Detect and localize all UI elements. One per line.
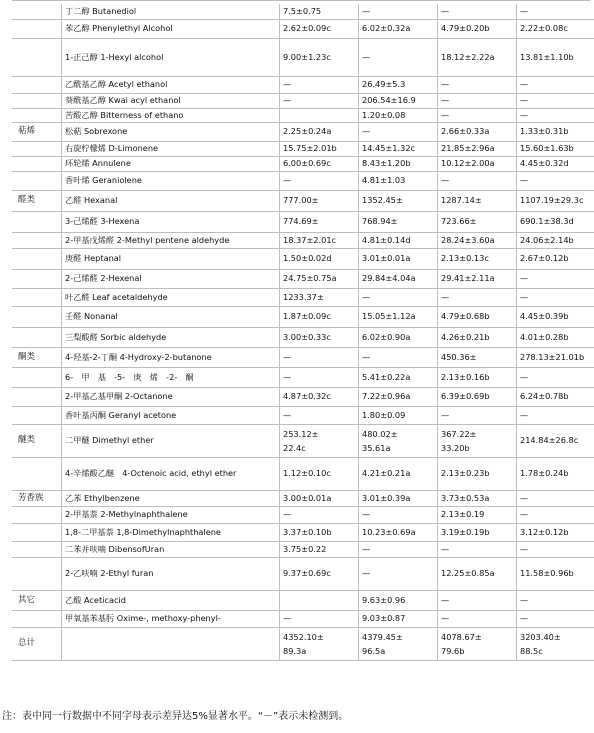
- value-cell: 480.02± 35.61a: [359, 424, 438, 457]
- compound-name-cell: 右旋柠檬烯 D-Limonene: [62, 141, 280, 156]
- volatile-compounds-table: [12, 4, 594, 661]
- table-row: [12, 141, 594, 156]
- compound-name-cell: 丁二醇 Butanediol: [62, 4, 280, 19]
- value-cell: —: [280, 367, 359, 387]
- table-row: [12, 590, 594, 610]
- value-cell: 12.25±0.85a: [438, 557, 517, 590]
- table-row: [12, 627, 594, 660]
- value-cell: 1233.37±: [280, 288, 359, 306]
- value-cell: —: [517, 367, 594, 387]
- table-row: [12, 457, 594, 490]
- value-cell: 3.01±0.39a: [359, 490, 438, 506]
- value-cell: 1287.14±: [438, 190, 517, 211]
- value-cell: 4.26±0.21b: [438, 327, 517, 347]
- value-cell: 253.12± 22.4c: [280, 424, 359, 457]
- compound-name-cell: 甲氧基苯基肟 Oxime-, methoxy-phenyl-: [62, 610, 280, 627]
- value-cell: 2.13±0.19: [438, 506, 517, 523]
- value-cell: 278.13±21.01b: [517, 347, 594, 367]
- category-cell: [12, 156, 62, 171]
- value-cell: 28.24±3.60a: [438, 232, 517, 248]
- value-cell: —: [280, 506, 359, 523]
- value-cell: 4.87±0.32c: [280, 387, 359, 406]
- value-cell: —: [438, 76, 517, 93]
- value-cell: 2.66±0.33a: [438, 122, 517, 141]
- value-cell: 2.67±0.12b: [517, 248, 594, 269]
- table-row: [12, 4, 594, 19]
- value-cell: —: [517, 288, 594, 306]
- category-cell: [12, 4, 62, 19]
- value-cell: —: [517, 93, 594, 108]
- category-cell: 芳香族: [12, 490, 62, 506]
- value-cell: 2.13±0.16b: [438, 367, 517, 387]
- value-cell: —: [438, 93, 517, 108]
- table-row: [12, 211, 594, 232]
- value-cell: 367.22± 33.20b: [438, 424, 517, 457]
- value-cell: 9.03±0.87: [359, 610, 438, 627]
- category-cell: [12, 327, 62, 347]
- value-cell: 2.25±0.24a: [280, 122, 359, 141]
- value-cell: 777.00±: [280, 190, 359, 211]
- value-cell: 3.00±0.33c: [280, 327, 359, 347]
- category-cell: [12, 19, 62, 38]
- compound-name-cell: 庚醛 Heptanal: [62, 248, 280, 269]
- compound-name-cell: 乙醛 Hexanal: [62, 190, 280, 211]
- category-cell: [12, 269, 62, 288]
- table-row: [12, 288, 594, 306]
- category-cell: 醚类: [12, 424, 62, 457]
- compound-name-cell: [62, 627, 280, 660]
- table-row: [12, 387, 594, 406]
- compound-name-cell: 三梨酸醛 Sorbic aldehyde: [62, 327, 280, 347]
- value-cell: —: [517, 76, 594, 93]
- compound-name-cell: 乙苯 Ethylbenzene: [62, 490, 280, 506]
- category-cell: [12, 406, 62, 424]
- value-cell: —: [438, 406, 517, 424]
- value-cell: —: [280, 76, 359, 93]
- table-row: [12, 541, 594, 557]
- table-row: [12, 156, 594, 171]
- category-cell: 总计: [12, 627, 62, 660]
- table-row: [12, 171, 594, 190]
- value-cell: —: [438, 4, 517, 19]
- category-cell: [12, 93, 62, 108]
- value-cell: —: [280, 610, 359, 627]
- category-cell: [12, 541, 62, 557]
- category-cell: [12, 523, 62, 541]
- category-cell: [12, 108, 62, 122]
- value-cell: 4.81±1.03: [359, 171, 438, 190]
- compound-name-cell: 2-甲基萘 2-Methylnaphthalene: [62, 506, 280, 523]
- value-cell: 4.01±0.28b: [517, 327, 594, 347]
- category-cell: [12, 211, 62, 232]
- value-cell: —: [517, 4, 594, 19]
- category-cell: [12, 248, 62, 269]
- table-row: [12, 327, 594, 347]
- compound-name-cell: 1,8-二甲基萘 1,8-Dimethylnaphthalene: [62, 523, 280, 541]
- value-cell: 1.12±0.10c: [280, 457, 359, 490]
- table-row: [12, 190, 594, 211]
- value-cell: —: [359, 506, 438, 523]
- table-row: [12, 269, 594, 288]
- value-cell: 4.45±0.39b: [517, 306, 594, 327]
- value-cell: —: [517, 590, 594, 610]
- table-row: [12, 306, 594, 327]
- value-cell: —: [359, 541, 438, 557]
- value-cell: 214.84±26.8c: [517, 424, 594, 457]
- value-cell: 6.02±0.90a: [359, 327, 438, 347]
- value-cell: 18.37±2.01c: [280, 232, 359, 248]
- category-cell: 醛类: [12, 190, 62, 211]
- table-row: [12, 19, 594, 38]
- value-cell: 2.13±0.23b: [438, 457, 517, 490]
- compound-name-cell: 二苯并呋喃 DibensofUran: [62, 541, 280, 557]
- category-cell: [12, 506, 62, 523]
- value-cell: —: [438, 108, 517, 122]
- value-cell: 6.39±0.69b: [438, 387, 517, 406]
- value-cell: —: [517, 506, 594, 523]
- value-cell: 10.12±2.00a: [438, 156, 517, 171]
- value-cell: 5.41±0.22a: [359, 367, 438, 387]
- value-cell: 15.60±1.63b: [517, 141, 594, 156]
- value-cell: 3203.40± 88.5c: [517, 627, 594, 660]
- value-cell: 1107.19±29.3c: [517, 190, 594, 211]
- value-cell: —: [517, 541, 594, 557]
- value-cell: —: [359, 4, 438, 19]
- compound-name-cell: 香叶基丙酮 Geranyl acetone: [62, 406, 280, 424]
- value-cell: 11.58±0.96b: [517, 557, 594, 590]
- value-cell: 4.79±0.20b: [438, 19, 517, 38]
- value-cell: 21.85±2.96a: [438, 141, 517, 156]
- table-row: [12, 406, 594, 424]
- compound-name-cell: 6- 甲 基 -5- 庚 烯 -2- 酮: [62, 367, 280, 387]
- table-body: [12, 4, 594, 660]
- table-footnote: 注：表中同一行数据中不同字母表示差异达5%显著水平。“－”表示未检测到。: [2, 711, 349, 722]
- value-cell: 774.69±: [280, 211, 359, 232]
- value-cell: —: [359, 38, 438, 76]
- value-cell: 10.23±0.69a: [359, 523, 438, 541]
- compound-name-cell: 叶乙醛 Leaf acetaldehyde: [62, 288, 280, 306]
- value-cell: —: [280, 171, 359, 190]
- value-cell: 3.01±0.01a: [359, 248, 438, 269]
- table-row: [12, 38, 594, 76]
- category-cell: [12, 457, 62, 490]
- value-cell: 4.21±0.21a: [359, 457, 438, 490]
- category-cell: [12, 557, 62, 590]
- table-row: [12, 93, 594, 108]
- compound-name-cell: 香叶烯 Geraniolene: [62, 171, 280, 190]
- category-cell: 其它: [12, 590, 62, 610]
- value-cell: —: [438, 288, 517, 306]
- compound-name-cell: 松萜 Sobrexone: [62, 122, 280, 141]
- value-cell: 4.81±0.14d: [359, 232, 438, 248]
- value-cell: 26.49±5.3: [359, 76, 438, 93]
- value-cell: 7.5±0.75: [280, 4, 359, 19]
- value-cell: —: [517, 108, 594, 122]
- value-cell: —: [438, 541, 517, 557]
- value-cell: 2.62±0.09c: [280, 19, 359, 38]
- value-cell: 4352.10± 89.3a: [280, 627, 359, 660]
- category-cell: 萜烯: [12, 122, 62, 141]
- table-row: [12, 232, 594, 248]
- table-top-rule: [12, 0, 590, 1]
- value-cell: —: [517, 269, 594, 288]
- value-cell: —: [359, 288, 438, 306]
- value-cell: —: [280, 347, 359, 367]
- value-cell: 4.45±0.32d: [517, 156, 594, 171]
- category-cell: [12, 306, 62, 327]
- compound-name-cell: 2-己烯醛 2-Hexenal: [62, 269, 280, 288]
- compound-name-cell: 4-辛烯酸乙醚 4-Octenoic acid, ethyl ether: [62, 457, 280, 490]
- table-row: [12, 610, 594, 627]
- category-cell: [12, 171, 62, 190]
- value-cell: [280, 108, 359, 122]
- value-cell: —: [517, 610, 594, 627]
- value-cell: —: [438, 590, 517, 610]
- value-cell: [280, 590, 359, 610]
- value-cell: 24.75±0.75a: [280, 269, 359, 288]
- compound-name-cell: 乙酰基乙醇 Acetyl ethanol: [62, 76, 280, 93]
- value-cell: 13.81±1.10b: [517, 38, 594, 76]
- table-row: [12, 122, 594, 141]
- table-row: [12, 506, 594, 523]
- value-cell: 1.80±0.09: [359, 406, 438, 424]
- category-cell: [12, 76, 62, 93]
- compound-name-cell: 乙酸 Aceticacid: [62, 590, 280, 610]
- value-cell: 6.02±0.32a: [359, 19, 438, 38]
- value-cell: 14.45±1.32c: [359, 141, 438, 156]
- category-cell: [12, 288, 62, 306]
- value-cell: 24.06±2.14b: [517, 232, 594, 248]
- value-cell: 6.00±0.69c: [280, 156, 359, 171]
- category-cell: [12, 38, 62, 76]
- compound-name-cell: 壬醛 Nonanal: [62, 306, 280, 327]
- category-cell: [12, 610, 62, 627]
- value-cell: —: [438, 610, 517, 627]
- value-cell: 29.41±2.11a: [438, 269, 517, 288]
- value-cell: 3.12±0.12b: [517, 523, 594, 541]
- compound-name-cell: 4-羟基-2-丁酮 4-Hydroxy-2-butanone: [62, 347, 280, 367]
- value-cell: 9.37±0.69c: [280, 557, 359, 590]
- compound-name-cell: 苯乙醇 Phenylethyl Alcohol: [62, 19, 280, 38]
- value-cell: —: [359, 122, 438, 141]
- value-cell: 2.13±0.13c: [438, 248, 517, 269]
- value-cell: 1.87±0.09c: [280, 306, 359, 327]
- table-row: [12, 523, 594, 541]
- value-cell: 3.00±0.01a: [280, 490, 359, 506]
- value-cell: 690.1±38.3d: [517, 211, 594, 232]
- value-cell: 15.75±2.01b: [280, 141, 359, 156]
- value-cell: —: [359, 347, 438, 367]
- value-cell: 1.20±0.08: [359, 108, 438, 122]
- table-row: [12, 248, 594, 269]
- compound-name-cell: 葵酰基乙醇 Kwai acyl ethanol: [62, 93, 280, 108]
- compound-name-cell: 苦酸乙醇 Bitterness of ethano: [62, 108, 280, 122]
- value-cell: 768.94±: [359, 211, 438, 232]
- value-cell: 4379.45± 96.5a: [359, 627, 438, 660]
- compound-name-cell: 环轮烯 Annulene: [62, 156, 280, 171]
- value-cell: 8.43±1.20b: [359, 156, 438, 171]
- value-cell: —: [517, 406, 594, 424]
- value-cell: 1352.45±: [359, 190, 438, 211]
- table-row: [12, 424, 594, 457]
- value-cell: 3.73±0.53a: [438, 490, 517, 506]
- value-cell: 3.75±0.22: [280, 541, 359, 557]
- compound-name-cell: 2-乙呋喃 2-Ethyl furan: [62, 557, 280, 590]
- value-cell: 1.33±0.31b: [517, 122, 594, 141]
- value-cell: 9.00±1.23c: [280, 38, 359, 76]
- table-row: [12, 557, 594, 590]
- value-cell: 3.19±0.19b: [438, 523, 517, 541]
- compound-name-cell: 3-己烯醛 3-Hexena: [62, 211, 280, 232]
- value-cell: 2.22±0.08c: [517, 19, 594, 38]
- value-cell: —: [280, 93, 359, 108]
- table-row: [12, 76, 594, 93]
- value-cell: 15.05±1.12a: [359, 306, 438, 327]
- table-row: [12, 108, 594, 122]
- category-cell: [12, 387, 62, 406]
- value-cell: 29.84±4.04a: [359, 269, 438, 288]
- value-cell: 6.24±0.78b: [517, 387, 594, 406]
- value-cell: —: [280, 406, 359, 424]
- compound-name-cell: 2-甲基戊烯醛 2-Methyl pentene aldehyde: [62, 232, 280, 248]
- category-cell: 酮类: [12, 347, 62, 367]
- value-cell: 1.78±0.24b: [517, 457, 594, 490]
- value-cell: 3.37±0.10b: [280, 523, 359, 541]
- value-cell: —: [517, 490, 594, 506]
- table-row: [12, 367, 594, 387]
- value-cell: 450.36±: [438, 347, 517, 367]
- value-cell: —: [359, 557, 438, 590]
- value-cell: 4.79±0.68b: [438, 306, 517, 327]
- value-cell: 9.63±0.96: [359, 590, 438, 610]
- compound-name-cell: 1-正己醇 1-Hexyl alcohol: [62, 38, 280, 76]
- compound-name-cell: 二甲醚 Dimethyl ether: [62, 424, 280, 457]
- value-cell: 1.50±0.02d: [280, 248, 359, 269]
- value-cell: —: [517, 171, 594, 190]
- table-row: [12, 347, 594, 367]
- value-cell: —: [438, 171, 517, 190]
- category-cell: [12, 232, 62, 248]
- table-row: [12, 490, 594, 506]
- value-cell: 723.66±: [438, 211, 517, 232]
- value-cell: 4078.67± 79.6b: [438, 627, 517, 660]
- compound-name-cell: 2-甲基乙基甲酮 2-Octanone: [62, 387, 280, 406]
- value-cell: 206.54±16.9: [359, 93, 438, 108]
- value-cell: 18.12±2.22a: [438, 38, 517, 76]
- category-cell: [12, 141, 62, 156]
- category-cell: [12, 367, 62, 387]
- value-cell: 7.22±0.96a: [359, 387, 438, 406]
